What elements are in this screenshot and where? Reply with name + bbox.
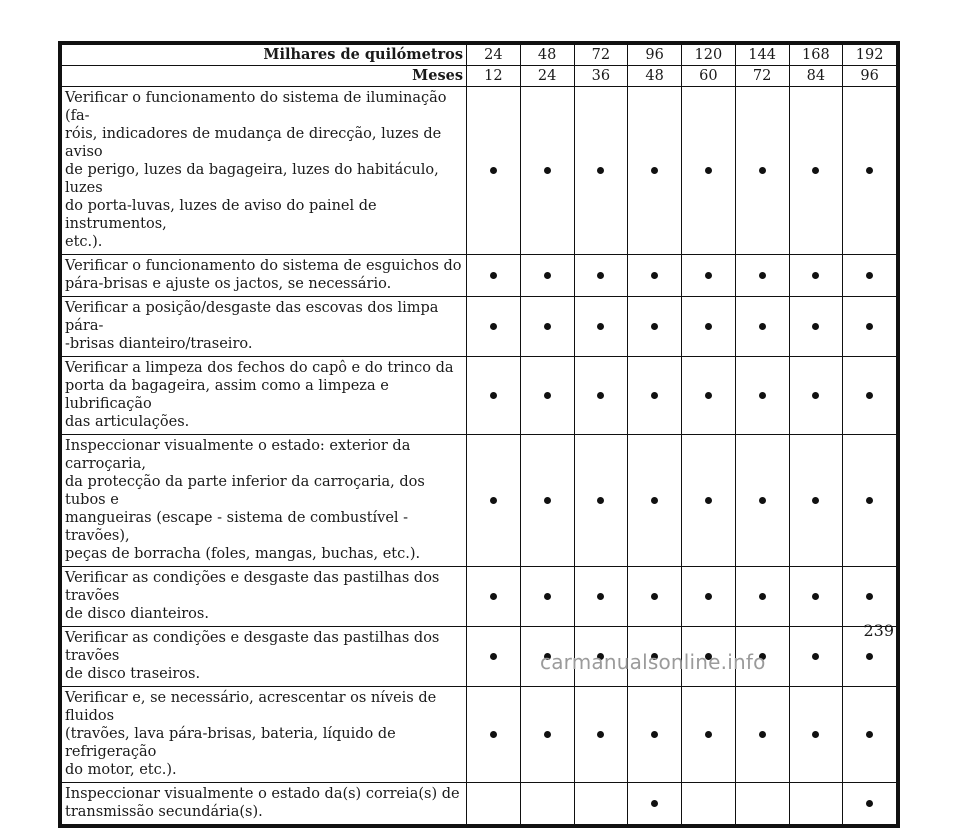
scheduled-bullet-icon (866, 593, 873, 600)
schedule-cell (682, 297, 736, 357)
scheduled-bullet-icon (490, 593, 497, 600)
task-description-line: Verificar a limpeza dos fechos do capô e do trinco da (65, 360, 454, 376)
table-body (62, 45, 897, 825)
page-number: 239 (863, 621, 894, 640)
schedule-cell (735, 567, 789, 627)
header-label: Milhares de quilómetros (62, 45, 467, 66)
header-interval-cell: 36 (574, 66, 628, 87)
header-interval-cell: 48 (628, 66, 682, 87)
scheduled-bullet-icon (812, 497, 819, 504)
schedule-cell (789, 435, 843, 567)
scheduled-bullet-icon (651, 497, 658, 504)
task-description-line: do porta-luvas, luzes de aviso do painel de instrumentos, (65, 198, 377, 232)
scheduled-bullet-icon (759, 593, 766, 600)
task-description (62, 297, 467, 357)
task-description-line: de perigo, luzes da bagageira, luzes do habitáculo, luzes (65, 162, 439, 196)
scheduled-bullet-icon (866, 497, 873, 504)
task-description-line: Verificar a posição/desgaste das escovas dos limpa pára- (65, 300, 439, 334)
schedule-cell (682, 255, 736, 297)
schedule-cell (467, 435, 521, 567)
schedule-cell (574, 297, 628, 357)
header-interval-cell: 120 (682, 45, 736, 66)
header-row-kilometres (62, 45, 897, 66)
task-description-line: porta da bagageira, assim como a limpeza e lubrificação (65, 378, 389, 412)
schedule-cell (628, 297, 682, 357)
task-description-line: pára-brisas e ajuste os jactos, se necessário. (65, 276, 392, 292)
schedule-cell (789, 783, 843, 825)
schedule-cell (843, 87, 897, 255)
schedule-cell (574, 357, 628, 435)
task-description-line: do motor, etc.). (65, 762, 177, 778)
scheduled-bullet-icon (544, 497, 551, 504)
maintenance-schedule-table (61, 44, 897, 825)
schedule-cell (574, 567, 628, 627)
schedule-cell (520, 255, 574, 297)
schedule-cell (682, 435, 736, 567)
header-interval-cell: 192 (843, 45, 897, 66)
scheduled-bullet-icon (866, 731, 873, 738)
schedule-cell (467, 255, 521, 297)
scheduled-bullet-icon (705, 167, 712, 174)
scheduled-bullet-icon (866, 167, 873, 174)
task-description-line: de disco dianteiros. (65, 606, 209, 622)
task-description-line: -brisas dianteiro/traseiro. (65, 336, 253, 352)
scheduled-bullet-icon (759, 497, 766, 504)
scheduled-bullet-icon (812, 731, 819, 738)
schedule-cell (735, 255, 789, 297)
schedule-cell (682, 783, 736, 825)
schedule-cell (520, 297, 574, 357)
table-row (62, 357, 897, 435)
schedule-cell (735, 87, 789, 255)
schedule-cell (467, 297, 521, 357)
table-row (62, 297, 897, 357)
schedule-cell (735, 435, 789, 567)
schedule-cell (735, 297, 789, 357)
scheduled-bullet-icon (490, 167, 497, 174)
schedule-cell (682, 357, 736, 435)
schedule-cell (628, 87, 682, 255)
header-interval-cell: 72 (574, 45, 628, 66)
schedule-cell (628, 687, 682, 783)
scheduled-bullet-icon (705, 392, 712, 399)
schedule-cell (789, 687, 843, 783)
scheduled-bullet-icon (490, 653, 497, 660)
table-row (62, 255, 897, 297)
task-description (62, 255, 467, 297)
schedule-cell (520, 783, 574, 825)
scheduled-bullet-icon (759, 167, 766, 174)
scheduled-bullet-icon (490, 272, 497, 279)
schedule-cell (682, 687, 736, 783)
schedule-cell (628, 435, 682, 567)
scheduled-bullet-icon (651, 272, 658, 279)
scheduled-bullet-icon (812, 593, 819, 600)
scheduled-bullet-icon (651, 731, 658, 738)
table-row (62, 783, 897, 825)
scheduled-bullet-icon (705, 497, 712, 504)
schedule-cell (574, 255, 628, 297)
task-description (62, 687, 467, 783)
scheduled-bullet-icon (866, 653, 873, 660)
header-interval-cell: 96 (628, 45, 682, 66)
scheduled-bullet-icon (544, 593, 551, 600)
scheduled-bullet-icon (651, 323, 658, 330)
scheduled-bullet-icon (544, 731, 551, 738)
table-row (62, 435, 897, 567)
schedule-cell (520, 357, 574, 435)
scheduled-bullet-icon (866, 800, 873, 807)
scheduled-bullet-icon (812, 323, 819, 330)
schedule-cell (574, 435, 628, 567)
scheduled-bullet-icon (705, 731, 712, 738)
schedule-cell (628, 567, 682, 627)
header-interval-cell: 12 (467, 66, 521, 87)
task-description-line: Verificar as condições e desgaste das pastilhas dos travões (65, 570, 440, 604)
header-interval-cell: 72 (735, 66, 789, 87)
scheduled-bullet-icon (651, 392, 658, 399)
schedule-cell (574, 87, 628, 255)
task-description-line: Verificar o funcionamento do sistema de iluminação (fa- (65, 90, 447, 124)
header-interval-cell: 168 (789, 45, 843, 66)
task-description-line: Verificar o funcionamento do sistema de esguichos do (65, 258, 462, 274)
table-row (62, 567, 897, 627)
task-description-line: Verificar e, se necessário, acrescentar os níveis de fluidos (65, 690, 437, 724)
header-interval-cell: 84 (789, 66, 843, 87)
task-description (62, 567, 467, 627)
scheduled-bullet-icon (597, 167, 604, 174)
task-description (62, 87, 467, 255)
schedule-cell (682, 567, 736, 627)
task-description (62, 435, 467, 567)
schedule-cell (682, 87, 736, 255)
schedule-cell (843, 687, 897, 783)
table-row (62, 687, 897, 783)
schedule-cell (467, 87, 521, 255)
schedule-cell (467, 783, 521, 825)
schedule-cell (735, 783, 789, 825)
header-interval-cell: 24 (520, 66, 574, 87)
scheduled-bullet-icon (866, 392, 873, 399)
scheduled-bullet-icon (705, 323, 712, 330)
task-description-line: peças de borracha (foles, mangas, buchas, etc.). (65, 546, 421, 562)
scheduled-bullet-icon (544, 323, 551, 330)
scheduled-bullet-icon (759, 731, 766, 738)
schedule-cell (574, 783, 628, 825)
header-interval-cell: 24 (467, 45, 521, 66)
watermark-text: carmanualsonline.info (540, 650, 766, 674)
scheduled-bullet-icon (759, 323, 766, 330)
task-description-line: róis, indicadores de mudança de direcção, luzes de aviso (65, 126, 442, 160)
schedule-cell (628, 783, 682, 825)
schedule-cell (735, 357, 789, 435)
schedule-cell (628, 357, 682, 435)
scheduled-bullet-icon (544, 272, 551, 279)
scheduled-bullet-icon (651, 167, 658, 174)
task-description-line: de disco traseiros. (65, 666, 201, 682)
task-description-line: transmissão secundária(s). (65, 804, 263, 820)
task-description (62, 357, 467, 435)
schedule-cell (789, 87, 843, 255)
task-description-line: Inspeccionar visualmente o estado da(s) correia(s) de (65, 786, 460, 802)
task-description-line: da protecção da parte inferior da carroçaria, dos tubos e (65, 474, 425, 508)
schedule-cell (467, 687, 521, 783)
task-description-line: etc.). (65, 234, 103, 250)
scheduled-bullet-icon (812, 392, 819, 399)
scheduled-bullet-icon (812, 653, 819, 660)
scheduled-bullet-icon (866, 323, 873, 330)
schedule-cell (843, 435, 897, 567)
header-interval-cell: 144 (735, 45, 789, 66)
task-description (62, 783, 467, 825)
schedule-cell (735, 687, 789, 783)
scheduled-bullet-icon (597, 272, 604, 279)
schedule-cell (843, 783, 897, 825)
schedule-cell (789, 297, 843, 357)
scheduled-bullet-icon (597, 323, 604, 330)
schedule-cell (574, 687, 628, 783)
scheduled-bullet-icon (705, 593, 712, 600)
scheduled-bullet-icon (597, 731, 604, 738)
schedule-cell (520, 567, 574, 627)
schedule-cell (843, 567, 897, 627)
scheduled-bullet-icon (597, 497, 604, 504)
schedule-cell (467, 357, 521, 435)
task-description-line: Inspeccionar visualmente o estado: exterior da carroçaria, (65, 438, 411, 472)
header-interval-cell: 96 (843, 66, 897, 87)
scheduled-bullet-icon (544, 167, 551, 174)
schedule-cell (789, 567, 843, 627)
task-description-line: (travões, lava pára-brisas, bateria, líquido de refrigeração (65, 726, 396, 760)
task-description-line: mangueiras (escape - sistema de combustível - travões), (65, 510, 409, 544)
scheduled-bullet-icon (544, 392, 551, 399)
task-description-line: das articulações. (65, 414, 190, 430)
schedule-cell (843, 357, 897, 435)
scheduled-bullet-icon (490, 392, 497, 399)
scheduled-bullet-icon (490, 731, 497, 738)
task-description-line: Verificar as condições e desgaste das pastilhas dos travões (65, 630, 440, 664)
schedule-cell (467, 567, 521, 627)
scheduled-bullet-icon (597, 392, 604, 399)
scheduled-bullet-icon (490, 323, 497, 330)
header-interval-cell: 48 (520, 45, 574, 66)
maintenance-schedule-table-frame (58, 41, 900, 828)
scheduled-bullet-icon (705, 272, 712, 279)
schedule-cell (520, 687, 574, 783)
scheduled-bullet-icon (812, 167, 819, 174)
schedule-cell (520, 87, 574, 255)
schedule-cell (628, 255, 682, 297)
scheduled-bullet-icon (651, 593, 658, 600)
scheduled-bullet-icon (759, 392, 766, 399)
scheduled-bullet-icon (759, 272, 766, 279)
scheduled-bullet-icon (812, 272, 819, 279)
header-row-months (62, 66, 897, 87)
table-row (62, 87, 897, 255)
scheduled-bullet-icon (597, 593, 604, 600)
scheduled-bullet-icon (866, 272, 873, 279)
schedule-cell (843, 255, 897, 297)
schedule-cell (520, 435, 574, 567)
schedule-cell (789, 357, 843, 435)
schedule-cell (789, 255, 843, 297)
header-interval-cell: 60 (682, 66, 736, 87)
header-label: Meses (62, 66, 467, 87)
scheduled-bullet-icon (651, 800, 658, 807)
schedule-cell (843, 297, 897, 357)
scheduled-bullet-icon (490, 497, 497, 504)
